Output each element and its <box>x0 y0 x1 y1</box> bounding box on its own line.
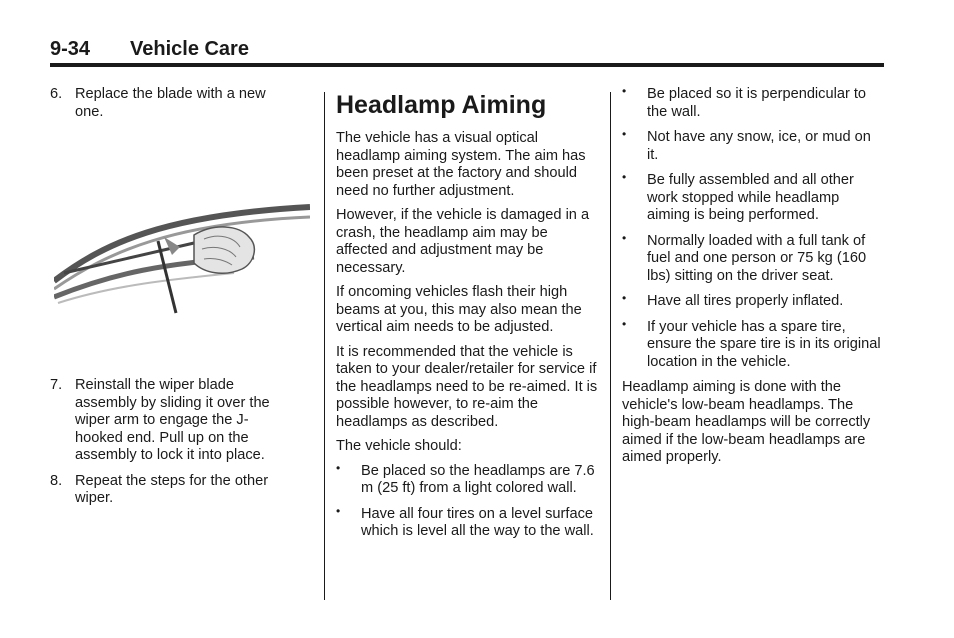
header-rule <box>50 63 884 67</box>
bullet-text: Have all four tires on a level surface which is level all the way to the wall. <box>361 505 594 539</box>
bullet-icon: • <box>336 503 341 518</box>
bullet-item <box>336 460 601 498</box>
bullet-text: If your vehicle has a spare tire, ensure the spare tire is in its original location in the vehicle. <box>647 318 881 370</box>
paragraph: The vehicle has a visual optical headlamp aiming system. The aim has been preset at the factory and should need no further adjustment. <box>336 130 586 199</box>
paragraph: The vehicle should: <box>336 438 462 454</box>
bullet-icon: • <box>336 460 341 475</box>
bullet-item <box>622 316 884 372</box>
paragraph: It is recommended that the vehicle is taken to your dealer/retailer for service if the headlamps need to be re-aimed. It is possible however, to re-aim the headlamps as described. <box>336 343 598 430</box>
bullet-item <box>622 172 884 225</box>
bullet-icon: • <box>622 170 627 184</box>
bullet-icon: • <box>622 127 627 141</box>
bullet-text: Be placed so the headlamps are 7.6 m (25 ft) from a light colored wall. <box>361 462 595 496</box>
page-header <box>50 38 884 66</box>
column-divider <box>610 92 611 600</box>
step-text: Repeat the steps for the other wiper. <box>75 472 269 506</box>
bullet-item <box>336 503 601 541</box>
bullet-item <box>622 293 884 311</box>
bullet-icon: • <box>622 84 627 98</box>
bullet-item <box>622 230 884 286</box>
bullet-text: Be placed so it is perpendicular to the wall. <box>647 86 867 120</box>
bullet-text: Not have any snow, ice, or mud on it. <box>647 129 871 163</box>
right-column <box>622 86 884 474</box>
middle-column <box>336 86 601 549</box>
step-number: 7. <box>50 377 63 393</box>
paragraph: However, if the vehicle is damaged in a crash, the headlamp aim may be affected and adjustment may be necessary. <box>336 207 590 276</box>
step-number: 8. <box>50 472 63 489</box>
step-7 <box>50 377 295 465</box>
paragraph: If oncoming vehicles flash their high beams at you, this may also mean the vertical aim needs to be adjusted. <box>336 284 582 335</box>
column-divider <box>324 92 325 600</box>
section-title: Vehicle Care <box>130 38 249 60</box>
left-column <box>50 86 295 516</box>
step-text: Replace the blade with a new one. <box>75 86 266 120</box>
paragraph: Headlamp aiming is done with the vehicle's low-beam headlamps. The high-beam headlamps will be correctly aimed if the low-beam headlamps are aimed properly. <box>622 379 871 465</box>
section-heading: Headlamp Aiming <box>336 91 547 119</box>
bullet-text: Normally loaded with a full tank of fuel and one person or 75 kg (160 lbs) sitting on the driver seat. <box>647 232 867 284</box>
bullet-icon: • <box>622 230 627 245</box>
step-number: 6. <box>50 86 63 102</box>
bullet-item <box>622 86 884 121</box>
wiper-illustration-svg <box>54 203 310 323</box>
bullet-text: Be fully assembled and all other work stopped while headlamp aiming is being performed. <box>647 172 854 223</box>
bullet-icon: • <box>622 291 627 305</box>
bullet-item <box>622 129 884 164</box>
step-6 <box>50 86 295 121</box>
bullet-icon: • <box>622 316 627 331</box>
wiper-blade-illustration <box>54 203 310 323</box>
step-8 <box>50 473 295 508</box>
bullet-text: Have all tires properly inflated. <box>647 293 844 309</box>
step-text: Reinstall the wiper blade assembly by sliding it over the wiper arm to engage the J-hooked end. Pull up on the assembly to lock it into place. <box>75 377 270 463</box>
page-number: 9-34 <box>50 38 91 60</box>
